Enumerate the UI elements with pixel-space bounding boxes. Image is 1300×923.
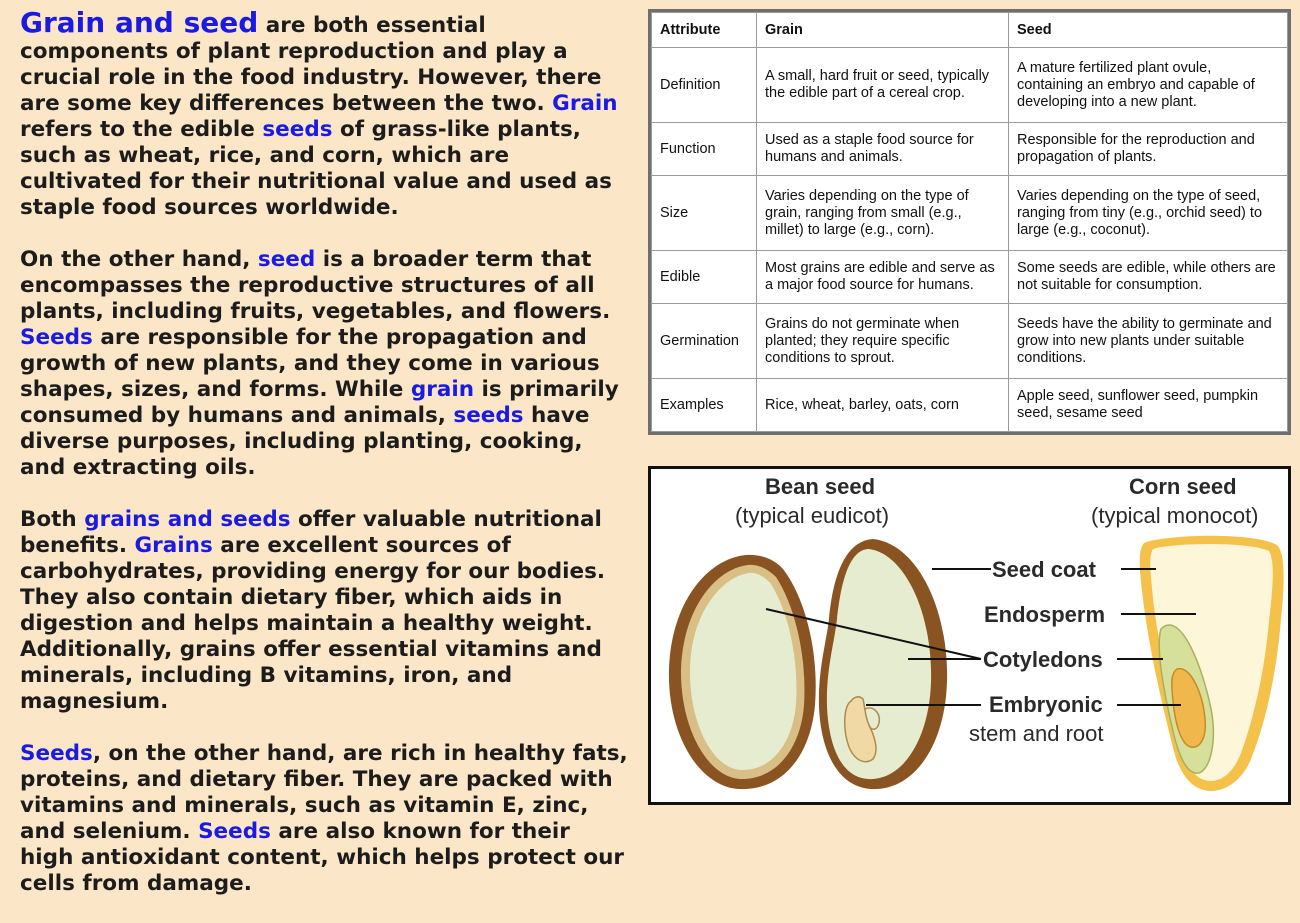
paragraph-3: Both grains and seeds offer valuable nutritional benefits. Grains are excellent sources of carbohydrates, providing energy for our bodies. They also contain dietary fiber, which aids in digestion and helps maintain a healthy weight. Additionally, grains offer essential vitamins and minerals, including B vitamins, iron, and magnesium. [20,507,606,714]
header-attribute: Attribute [652,13,757,48]
label-embryonic: Embryonic [989,692,1103,717]
highlight-term: seeds [262,117,333,142]
highlight-term: Grain and seed [20,6,259,39]
table-cell: Grains do not germinate when planted; they require specific conditions to sprout. [757,303,1009,378]
paragraph-4: Seeds, on the other hand, are rich in healthy fats, proteins, and dietary fiber. They are packed with vitamins and minerals, such as vitamin E, zinc, and selenium. Seeds are also known for their high antioxidant content, which helps protect our cells from damage. [20,741,628,896]
table-row [652,48,1288,123]
highlight-term: Seeds [20,741,93,766]
table-cell: Function [652,123,757,176]
bean-half-left [669,555,816,789]
highlight-term: seed [257,247,316,272]
corn-seed-subtitle: (typical monocot) [1091,503,1259,528]
label-seed-coat: Seed coat [992,557,1096,582]
table-cell: Rice, wheat, barley, oats, corn [757,379,1009,432]
table-header-row [652,13,1288,48]
highlight-term: grains and seeds [84,507,291,532]
table-cell: Seeds have the ability to germinate and grow into new plants under suitable conditions. [1009,303,1288,378]
table-cell: Responsible for the reproduction and propagation of plants. [1009,123,1288,176]
table-cell: A mature fertilized plant ovule, containing an embryo and capable of developing into a new plant. [1009,48,1288,123]
table-cell: Size [652,175,757,250]
highlight-term: Seeds [20,325,93,350]
comparison-table [648,9,1291,435]
highlight-term: Seeds [198,819,271,844]
label-cotyledons: Cotyledons [983,647,1103,672]
header-seed: Seed [1009,13,1288,48]
table-cell: Varies depending on the type of seed, ranging from tiny (e.g., orchid seed) to large (e.g., coconut). [1009,175,1288,250]
seed-diagram [648,466,1291,805]
table-cell: Most grains are edible and serve as a major food source for humans. [757,251,1009,304]
table-row [652,379,1288,432]
table-cell: Edible [652,251,757,304]
table-cell: Used as a staple food source for humans and animals. [757,123,1009,176]
paragraph-2: On the other hand, seed is a broader term that encompasses the reproductive structures of all plants, including fruits, vegetables, and flowers. Seeds are responsible for the propagation and growth of new plants, and they come in various shapes, sizes, and forms. While grain is primarily consumed by humans and animals, seeds have diverse purposes, including planting, cooking, and extracting oils. [20,247,619,480]
bean-seed-subtitle: (typical eudicot) [735,503,890,528]
paragraph-1: Grain and seed are both essential components of plant reproduction and play a crucial role in the food industry. However, there are some key differences between the two. Grain refers to the edible seeds of grass-like plants, such as wheat, rice, and corn, which are cultivated for their nutritional value and used as staple food sources worldwide. [20,6,618,220]
corn-seed [1140,536,1284,791]
article-text [20,6,630,923]
header-grain: Grain [757,13,1009,48]
table-row [652,303,1288,378]
highlight-term: grain [410,377,475,402]
table-cell: Varies depending on the type of grain, ranging from small (e.g., millet) to large (e.g., corn). [757,175,1009,250]
table-cell: A small, hard fruit or seed, typically the edible part of a cereal crop. [757,48,1009,123]
highlight-term: Grains [134,533,213,558]
label-stem-and-root: stem and root [969,721,1104,746]
table-row [652,251,1288,304]
corn-seed-title: Corn seed [1129,474,1237,499]
table-cell: Definition [652,48,757,123]
table-cell: Examples [652,379,757,432]
highlight-term: seeds [453,403,524,428]
table-cell: Some seeds are edible, while others are not suitable for consumption. [1009,251,1288,304]
table [651,12,1288,432]
table-row [652,123,1288,176]
label-endosperm: Endosperm [984,602,1106,627]
table-cell: Germination [652,303,757,378]
bean-half-right [819,539,947,789]
table-cell: Apple seed, sunflower seed, pumpkin seed, sesame seed [1009,379,1288,432]
bean-seed-title: Bean seed [765,474,876,499]
table-row [652,175,1288,250]
highlight-term: Grain [552,91,618,116]
